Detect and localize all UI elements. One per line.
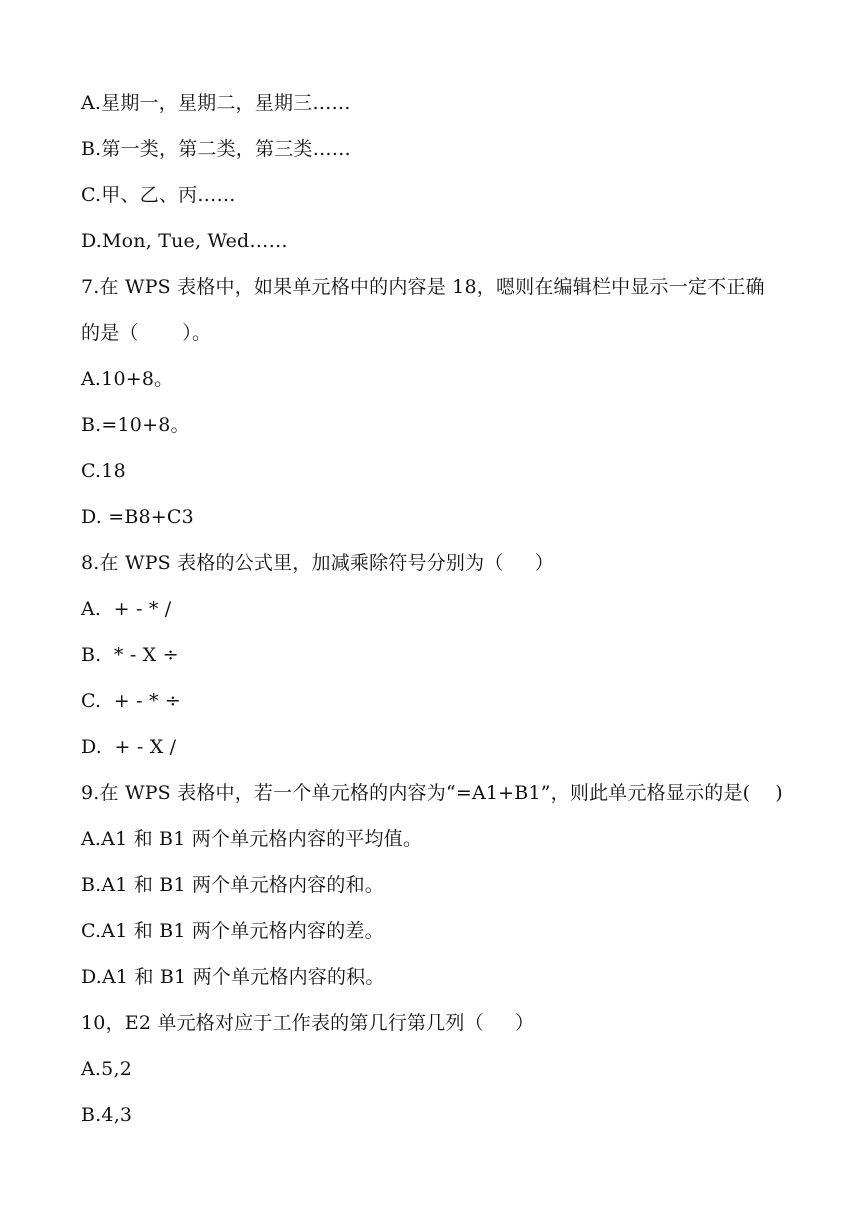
q8-option-a: A. + - * /	[81, 598, 172, 620]
q9-option-a: A.A1 和 B1 两个单元格内容的平均值。	[81, 828, 423, 850]
q10-option-a: A.5,2	[81, 1058, 132, 1080]
q7-question-line-2: 的是（ ）。	[81, 322, 212, 344]
q10-question: 10，E2 单元格对应于工作表的第几行第几列（ ）	[81, 1012, 535, 1034]
q9-option-c: C.A1 和 B1 两个单元格内容的差。	[81, 920, 384, 942]
q9-option-b: B.A1 和 B1 两个单元格内容的和。	[81, 874, 384, 896]
q7-option-a: A.10+8。	[81, 368, 174, 390]
q9-question: 9.在 WPS 表格中，若一个单元格的内容为“=A1+B1”，则此单元格显示的是( )	[81, 782, 783, 804]
q6-option-d: D.Mon, Tue, Wed……	[81, 230, 288, 252]
q8-question: 8.在 WPS 表格的公式里，加减乘除符号分别为（ ）	[81, 552, 554, 574]
q9-option-d: D.A1 和 B1 两个单元格内容的积。	[81, 966, 385, 988]
q7-question-line-1: 7.在 WPS 表格中，如果单元格中的内容是 18，嗯则在编辑栏中显示一定不正确	[81, 276, 765, 298]
q10-option-b: B.4,3	[81, 1104, 133, 1126]
q6-option-b: B.第一类，第二类，第三类……	[81, 138, 352, 160]
q7-option-d: D. =B8+C3	[81, 506, 194, 528]
q6-option-c: C.甲、乙、丙……	[81, 184, 236, 206]
q8-option-c: C. + - * ÷	[81, 690, 182, 712]
q8-option-b: B. * - X ÷	[81, 644, 179, 666]
q7-option-c: C.18	[81, 460, 126, 482]
q7-option-b: B.=10+8。	[81, 414, 190, 436]
q6-option-a: A.星期一，星期二，星期三……	[81, 92, 351, 114]
q8-option-d: D. + - X /	[81, 736, 177, 758]
